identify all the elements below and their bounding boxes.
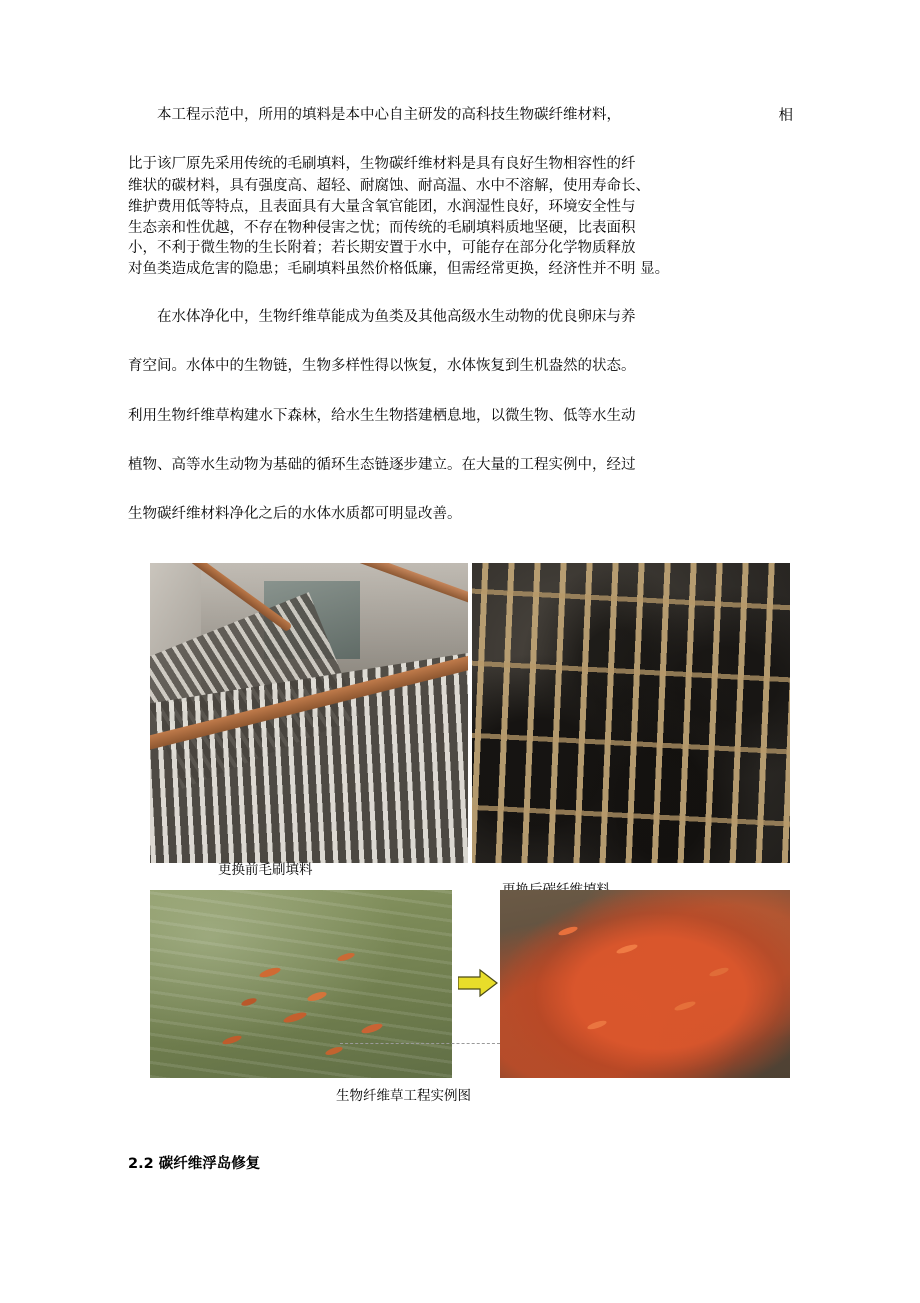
paragraph-4: 维护费用低等特点，且表面具有大量含氧官能团，水润湿性良好，环境安全性与 [128,198,636,215]
dashed-divider [340,1043,500,1044]
transition-arrow [458,968,498,998]
paragraph-5: 生态亲和性优越，不存在物种侵害之忧；而传统的毛刷填料质地坚硬，比表面积 [128,219,636,236]
photo-brush-filler-before [150,563,468,863]
caption-before: 更换前毛刷填料 [218,862,313,878]
paragraph-2: 比于该厂原先采用传统的毛刷填料，生物碳纤维材料是具有良好生物相容性的纤 [128,156,636,173]
paragraph-10: 利用生物纤维草构建水下森林，给水生生物搭建栖息地，以微生物、低等水生动 [128,407,636,424]
paragraph-8: 在水体净化中，生物纤维草能成为鱼类及其他高级水生动物的优良卵床与养 [157,309,636,326]
paragraph-3: 维状的碳材料，具有强度高、超轻、耐腐蚀、耐高温、水中不溶解，使用寿命长、 [128,178,650,195]
figure-group-fiber-grass-example [150,890,790,1078]
caption-example: 生物纤维草工程实例图 [336,1088,471,1104]
photo-carbon-fiber-filler-after [472,563,790,863]
arrow-right-icon [458,968,498,998]
paragraph-1-wrapper [128,104,793,127]
paragraph-12: 生物碳纤维材料净化之后的水体水质都可明显改善。 [128,506,462,523]
photo-horizontal-support-bars [472,563,790,863]
photo-water-ripples [150,890,452,1078]
photo-pond-after [500,890,790,1078]
photo-dense-fish-school [500,890,790,1078]
paragraph-6: 小，不利于微生物的生长附着；若长期安置于水中，可能存在部分化学物质释放 [128,240,636,257]
section-heading: 2.2 碳纤维浮岛修复 [128,1156,261,1172]
photo-pond-before [150,890,452,1078]
document-body [128,0,793,526]
paragraph-11: 植物、高等水生动物为基础的循环生态链逐步建立。在大量的工程实例中，经过 [128,456,636,473]
paragraph-7: 对鱼类造成危害的隐患；毛刷填料虽然价格低廉，但需经常更换，经济性并不明 显。 [128,260,670,277]
paragraph-9: 育空间。水体中的生物链，生物多样性得以恢复，水体恢复到生机盎然的状态。 [128,358,636,375]
paragraph-1: 本工程示范中，所用的填料是本中心自主研发的高科技生物碳纤维材料， [157,107,621,123]
figure-group-filler-comparison [150,563,790,863]
paragraph-1-trailing-char: 相 [778,108,793,124]
